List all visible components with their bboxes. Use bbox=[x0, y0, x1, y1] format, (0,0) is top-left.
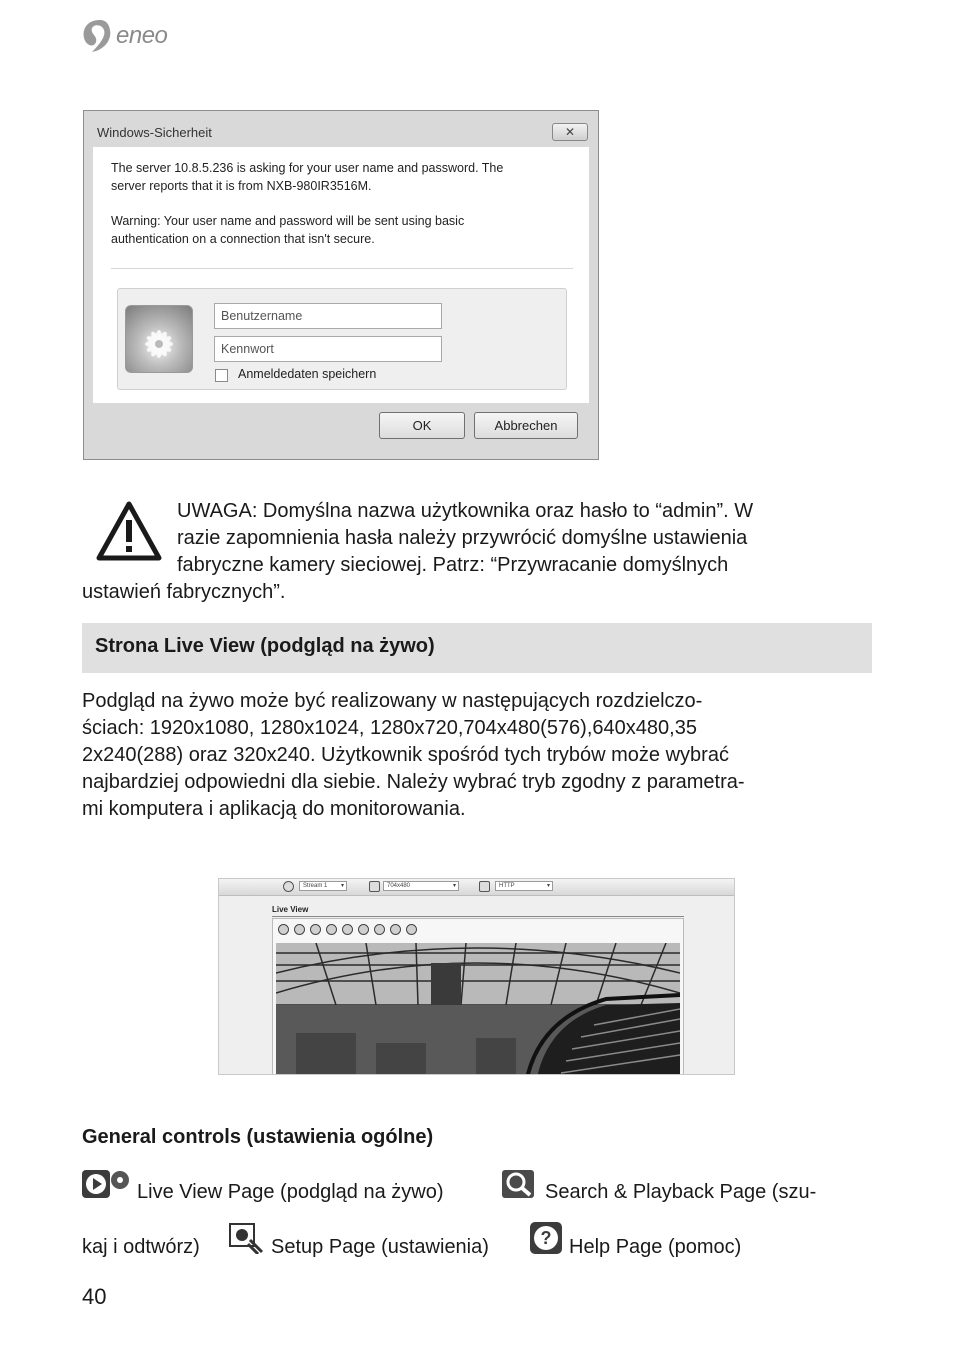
protocol-icon bbox=[479, 881, 490, 892]
eneo-logo-mark bbox=[80, 18, 114, 56]
body-text-line: 2x240(288) oraz 320x240. Użytkownik spośród tych trybów może wybrać bbox=[82, 744, 729, 766]
setup-page-icon[interactable] bbox=[228, 1222, 264, 1254]
ok-button[interactable]: OK bbox=[379, 412, 465, 439]
monitor-icon bbox=[369, 881, 380, 892]
page-number: 40 bbox=[82, 1284, 107, 1309]
setup-page-label: Setup Page (ustawienia) bbox=[271, 1236, 489, 1258]
dialog-message bbox=[111, 159, 571, 195]
zoom-in-icon[interactable] bbox=[326, 924, 337, 935]
password-input[interactable]: Kennwort bbox=[214, 336, 442, 362]
live-view-title: Live View bbox=[272, 905, 309, 914]
dialog-title: Windows-Sicherheit bbox=[97, 125, 212, 140]
remember-credentials-label: Anmeldedaten speichern bbox=[238, 367, 377, 381]
fullscreen-icon[interactable] bbox=[406, 924, 417, 935]
credential-tile bbox=[117, 288, 567, 390]
svg-text:?: ? bbox=[540, 1228, 552, 1248]
help-page-icon[interactable] bbox=[530, 1222, 562, 1254]
fit-icon[interactable] bbox=[358, 924, 369, 935]
search-playback-page-label-cont: kaj i odtwórz) bbox=[82, 1236, 200, 1258]
dialog-warning-line: Warning: Your user name and password will be sent using basic bbox=[111, 214, 465, 228]
record-icon[interactable] bbox=[390, 924, 401, 935]
search-playback-page-icon[interactable] bbox=[502, 1168, 536, 1200]
live-view-page-label: Live View Page (podgląd na żywo) bbox=[137, 1181, 444, 1203]
user-avatar-icon bbox=[125, 305, 193, 373]
warning-text-line: ustawień fabrycznych”. bbox=[82, 581, 286, 603]
warning-text-line: fabryczne kamery sieciowej. Patrz: “Przywracanie domyślnych bbox=[177, 554, 729, 576]
dialog-titlebar bbox=[84, 111, 598, 147]
camera-image bbox=[276, 943, 680, 1075]
body-text-line: mi komputera i aplikacją do monitorowania. bbox=[82, 798, 466, 820]
warning-text-line: UWAGA: Domyślna nazwa użytkownika oraz hasło to “admin”. W bbox=[177, 500, 754, 522]
live-view-toolbar bbox=[219, 879, 734, 896]
protocol-select[interactable]: HTTP ▾ bbox=[495, 881, 553, 891]
live-view-panel bbox=[272, 918, 684, 1075]
dialog-message-line: server reports that it is from NXB-980IR3516M. bbox=[111, 179, 372, 193]
section-title: Strona Live View (podgląd na żywo) bbox=[95, 635, 435, 657]
zoom-out-icon[interactable] bbox=[342, 924, 353, 935]
audio-icon[interactable] bbox=[374, 924, 385, 935]
warning-text-line: razie zapomnienia hasła należy przywrócić domyślne ustawienia bbox=[177, 527, 748, 549]
live-view-screenshot bbox=[218, 878, 735, 1075]
stream-icon bbox=[283, 881, 294, 892]
dialog-warning bbox=[111, 212, 571, 248]
dialog-warning-line: authentication on a connection that isn't secure. bbox=[111, 232, 375, 246]
stop-icon[interactable] bbox=[278, 924, 289, 935]
dialog-content bbox=[93, 147, 589, 403]
body-text-line: ściach: 1920x1080, 1280x1024, 1280x720,704x480(576),640x480,35 bbox=[82, 717, 697, 739]
body-text-line: Podgląd na żywo może być realizowany w następujących rozdzielczo- bbox=[82, 690, 703, 712]
windows-security-dialog bbox=[83, 110, 599, 460]
help-page-label: Help Page (pomoc) bbox=[569, 1236, 742, 1258]
pause-icon[interactable] bbox=[294, 924, 305, 935]
resolution-select[interactable]: 704x480 ▾ bbox=[383, 881, 459, 891]
dialog-divider bbox=[111, 268, 573, 269]
eneo-logo bbox=[80, 18, 190, 58]
dialog-message-line: The server 10.8.5.236 is asking for your user name and password. The bbox=[111, 161, 504, 175]
section-header bbox=[82, 623, 872, 673]
warning-triangle-icon bbox=[96, 500, 162, 562]
cancel-button[interactable]: Abbrechen bbox=[474, 412, 578, 439]
live-view-page-icon[interactable] bbox=[82, 1170, 130, 1200]
dialog-close-button[interactable]: ✕ bbox=[552, 123, 588, 141]
eneo-logo-text: eneo bbox=[116, 22, 168, 49]
search-playback-page-label: Search & Playback Page (szu- bbox=[545, 1181, 817, 1203]
stream-select[interactable]: Stream 1 ▾ bbox=[299, 881, 347, 891]
remember-credentials-checkbox[interactable] bbox=[215, 369, 228, 382]
live-view-title-underline bbox=[272, 916, 684, 917]
snapshot-icon[interactable] bbox=[310, 924, 321, 935]
username-input[interactable]: Benutzername bbox=[214, 303, 442, 329]
general-controls-title: General controls (ustawienia ogólne) bbox=[82, 1126, 434, 1148]
body-text-line: najbardziej odpowiedni dla siebie. Należy wybrać tryb zgodny z parametra- bbox=[82, 771, 745, 793]
